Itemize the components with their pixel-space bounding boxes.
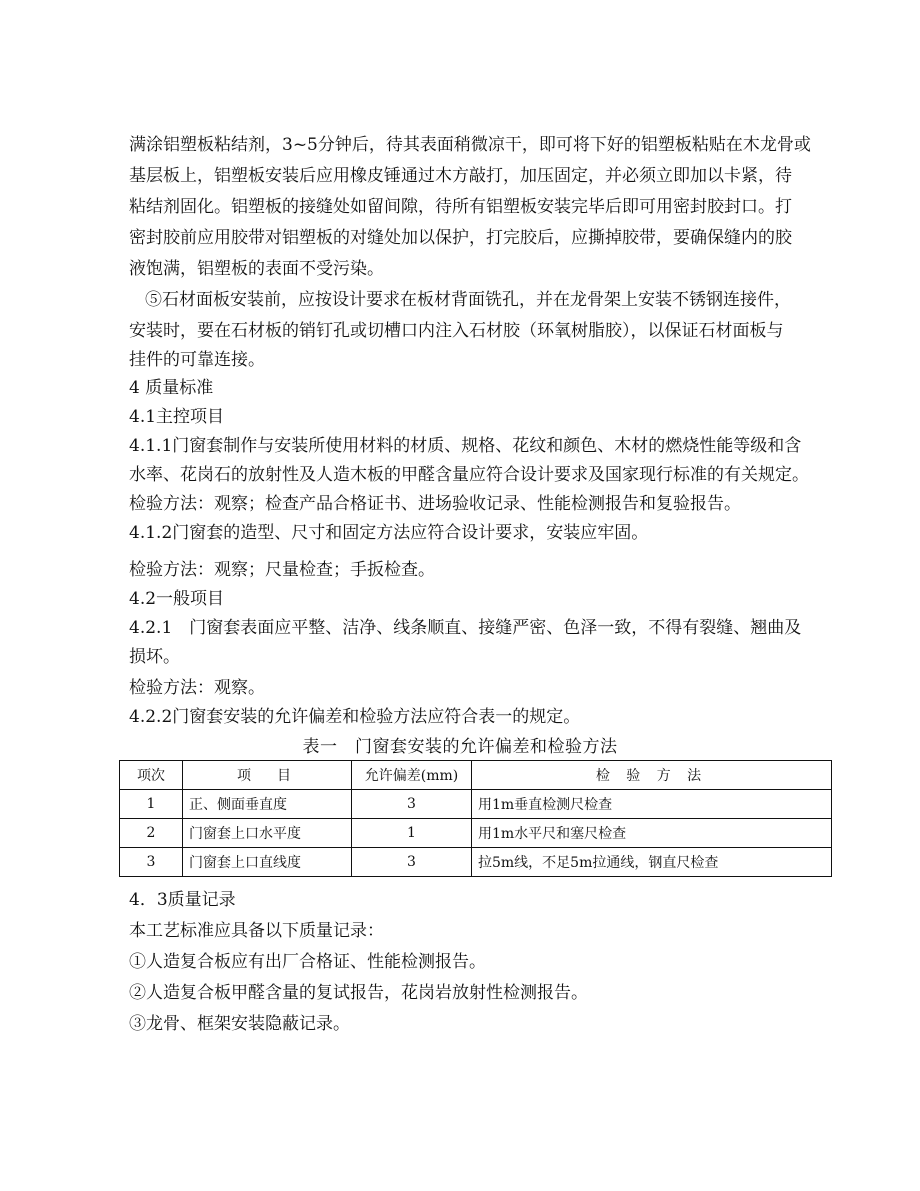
paragraph-line: 损坏。 [129, 647, 180, 667]
table-cell: 3 [120, 848, 183, 877]
table-cell: 2 [120, 819, 183, 848]
header-cell: 允许偏差(mm) [352, 761, 472, 790]
header-cell: 检 验 方 法 [472, 761, 832, 790]
table-row [120, 819, 832, 848]
table-cell: 门窗套上口直线度 [183, 848, 352, 877]
list-item: ③龙骨、框架安装隐蔽记录。 [129, 1014, 350, 1034]
paragraph-line: 挂件的可靠连接。 [129, 350, 265, 370]
paragraph-line: ⑤石材面板安装前，应按设计要求在板材背面铣孔，并在龙骨架上安装不锈钢连接件， [145, 290, 791, 310]
paragraph-line: 4.1.2门窗套的造型、尺寸和固定方法应符合设计要求，安装应牢固。 [129, 523, 649, 543]
subsection-heading: 4.1主控项目 [129, 407, 225, 427]
subsection-heading: 4．3质量记录 [129, 890, 236, 910]
paragraph-line: 满涂铝塑板粘结剂，3~5分钟后，待其表面稍微凉干，即可将下好的铝塑板粘贴在木龙骨或 [129, 135, 811, 155]
paragraph-line: 安装时，要在石材板的销钉孔或切槽口内注入石材胶（环氧树脂胶），以保证石材面板与 [129, 321, 784, 341]
table-cell: 用1m水平尺和塞尺检查 [472, 819, 832, 848]
paragraph-line: 4.1.1门窗套制作与安装所使用材料的材质、规格、花纹和颜色、木材的燃烧性能等级和含 [129, 436, 802, 456]
table-cell: 1 [120, 790, 183, 819]
table-cell: 1 [352, 819, 472, 848]
list-item: ②人造复合板甲醛含量的复试报告，花岗岩放射性检测报告。 [129, 983, 588, 1003]
table-cell: 3 [352, 790, 472, 819]
paragraph-line: 4.2.1 门窗套表面应平整、洁净、线条顺直、接缝严密、色泽一致，不得有裂缝、翘曲及 [129, 618, 802, 638]
table-cell: 3 [352, 848, 472, 877]
section-heading: 4 质量标准 [129, 378, 214, 398]
table-cell: 正、侧面垂直度 [183, 790, 352, 819]
paragraph-line: 检验方法：观察。 [129, 678, 265, 698]
tolerance-table [119, 760, 832, 877]
paragraph-line: 检验方法：观察；尺量检查；手扳检查。 [129, 560, 435, 580]
paragraph-line: 检验方法：观察；检查产品合格证书、进场验收记录、性能检测报告和复验报告。 [129, 494, 741, 514]
subsection-heading: 4.2一般项目 [129, 589, 225, 609]
paragraph-line: 4.2.2门窗套安装的允许偏差和检验方法应符合表一的规定。 [129, 707, 581, 727]
paragraph-line: 基层板上，铝塑板安装后应用橡皮锤通过木方敲打，加压固定，并必须立即加以卡紧，待 [129, 166, 792, 186]
table-row [120, 848, 832, 877]
paragraph-line: 液饱满，铝塑板的表面不受污染。 [129, 259, 384, 279]
header-cell: 项次 [120, 761, 183, 790]
paragraph-line: 密封胶前应用胶带对铝塑板的对缝处加以保护，打完胶后，应撕掉胶带，要确保缝内的胶 [129, 228, 792, 248]
list-item: ①人造复合板应有出厂合格证、性能检测报告。 [129, 952, 486, 972]
paragraph-line: 本工艺标准应具备以下质量记录： [129, 921, 384, 941]
table-cell: 门窗套上口水平度 [183, 819, 352, 848]
table-cell: 用1m垂直检测尺检查 [472, 790, 832, 819]
table-header-row [120, 761, 832, 790]
paragraph-line: 粘结剂固化。铝塑板的接缝处如留间隙，待所有铝塑板安装完毕后即可用密封胶封口。打 [129, 197, 792, 217]
table-caption: 表一 门窗套安装的允许偏差和检验方法 [302, 737, 618, 757]
table-row [120, 790, 832, 819]
header-cell: 项 目 [183, 761, 352, 790]
paragraph-line: 水率、花岗石的放射性及人造木板的甲醛含量应符合设计要求及国家现行标准的有关规定。 [129, 465, 809, 485]
table-cell: 拉5m线，不足5m拉通线，钢直尺检查 [472, 848, 832, 877]
